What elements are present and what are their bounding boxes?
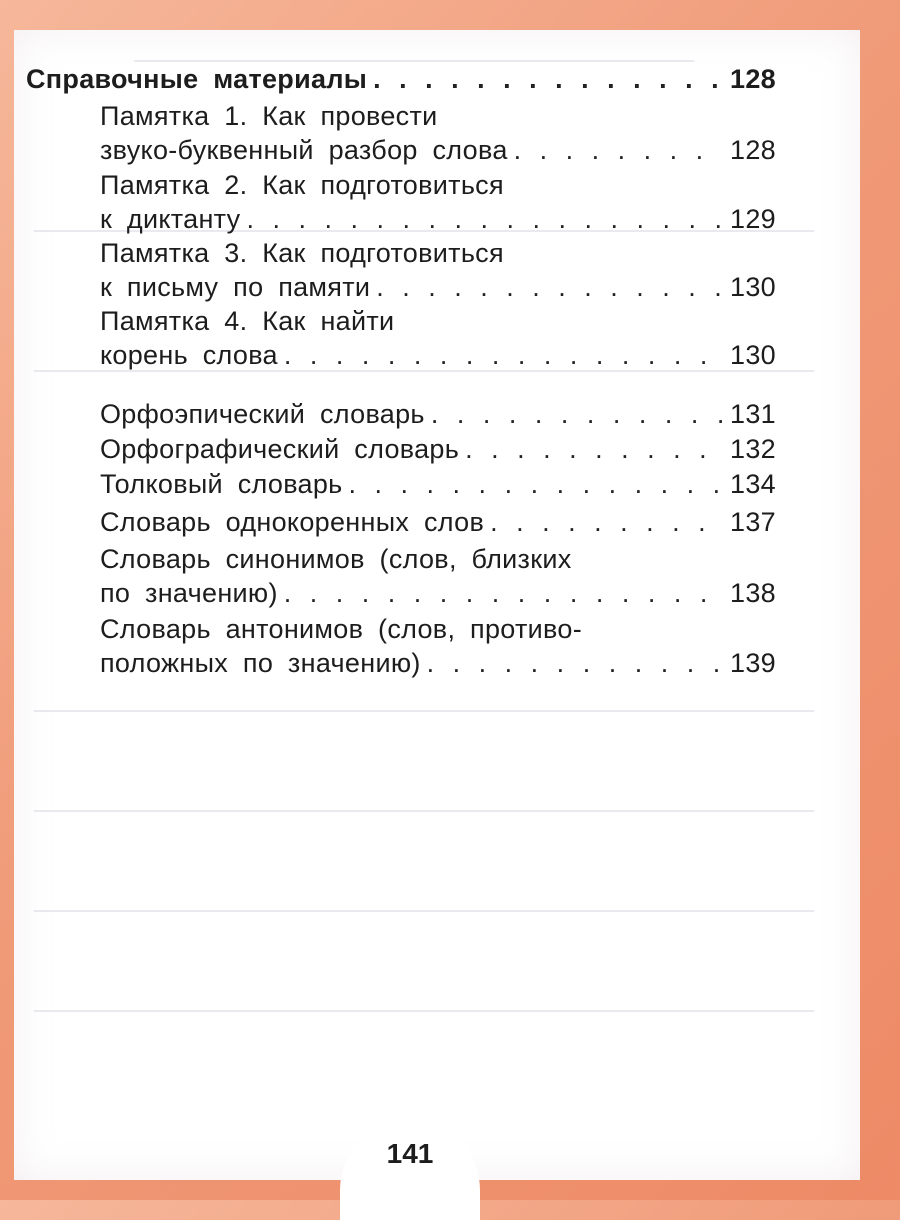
toc-entry-title: к диктанту	[100, 204, 241, 234]
toc-entry-title: корень слова	[100, 340, 278, 370]
dot-leader	[284, 338, 724, 372]
toc-page-number: 128	[730, 135, 776, 165]
dot-leader	[465, 432, 724, 466]
toc-line: Памятка 1. Как провести	[100, 101, 438, 131]
toc-entry-title: Словарь однокоренных слов	[100, 507, 485, 537]
toc-line	[100, 397, 776, 431]
toc-line	[100, 270, 776, 304]
toc-page-number: 129	[730, 204, 776, 234]
toc-line	[100, 467, 776, 501]
toc-entry-title: Справочные материалы	[26, 64, 368, 94]
toc-entry-title: Толковый словарь	[100, 469, 343, 499]
toc-page-number: 132	[730, 434, 776, 464]
toc-entry-memo-4	[0, 304, 900, 370]
dot-leader	[490, 505, 724, 539]
toc-page-number: 139	[730, 648, 776, 678]
toc-line	[100, 505, 776, 539]
page-number: 141	[340, 1120, 480, 1220]
toc-line: Памятка 2. Как подготовиться	[100, 170, 504, 200]
toc-page-number: 137	[730, 507, 776, 537]
toc-entry-memo-3	[0, 236, 900, 302]
show-through-line	[34, 710, 814, 712]
toc-line	[26, 62, 776, 96]
dot-leader	[373, 62, 724, 96]
toc-entry-title: Орфографический словарь	[100, 434, 460, 464]
toc-entry-title: положных по значению)	[100, 648, 421, 678]
toc-line	[100, 338, 776, 372]
toc-line	[100, 646, 776, 680]
toc-entry-synonym-dictionary	[0, 542, 900, 608]
toc-line	[100, 202, 776, 236]
dot-leader	[349, 467, 725, 501]
toc-line: Словарь синонимов (слов, близких	[100, 544, 572, 574]
dot-leader	[284, 576, 724, 610]
toc-page-number: 138	[730, 578, 776, 608]
toc-page-number: 134	[730, 469, 776, 499]
toc-page-number: 130	[730, 340, 776, 370]
toc-entry-antonym-dictionary	[0, 612, 900, 678]
toc-entry-memo-2	[0, 168, 900, 234]
toc-line: Словарь антонимов (слов, противо-	[100, 614, 583, 644]
dot-leader	[246, 202, 724, 236]
dot-leader	[431, 397, 724, 431]
toc-entry-title: к письму по памяти	[100, 272, 371, 302]
show-through-line	[34, 810, 814, 812]
show-through-line	[34, 910, 814, 912]
toc-page-number: 131	[730, 399, 776, 429]
toc-entry-title: звуко-буквенный разбор слова	[100, 135, 508, 165]
toc-page-number: 130	[730, 272, 776, 302]
toc-line	[100, 133, 776, 167]
dot-leader	[376, 270, 724, 304]
toc-entry-title: Орфоэпический словарь	[100, 399, 425, 429]
toc-page-number: 128	[730, 64, 776, 94]
toc-line	[100, 432, 776, 466]
toc-line	[100, 576, 776, 610]
dot-leader	[514, 133, 724, 167]
toc-line: Памятка 4. Как найти	[100, 306, 395, 336]
toc-entry-title: по значению)	[100, 578, 278, 608]
dot-leader	[427, 646, 724, 680]
toc-entry-memo-1	[0, 99, 900, 165]
toc-line: Памятка 3. Как подготовиться	[100, 238, 504, 268]
show-through-line	[34, 1010, 814, 1012]
